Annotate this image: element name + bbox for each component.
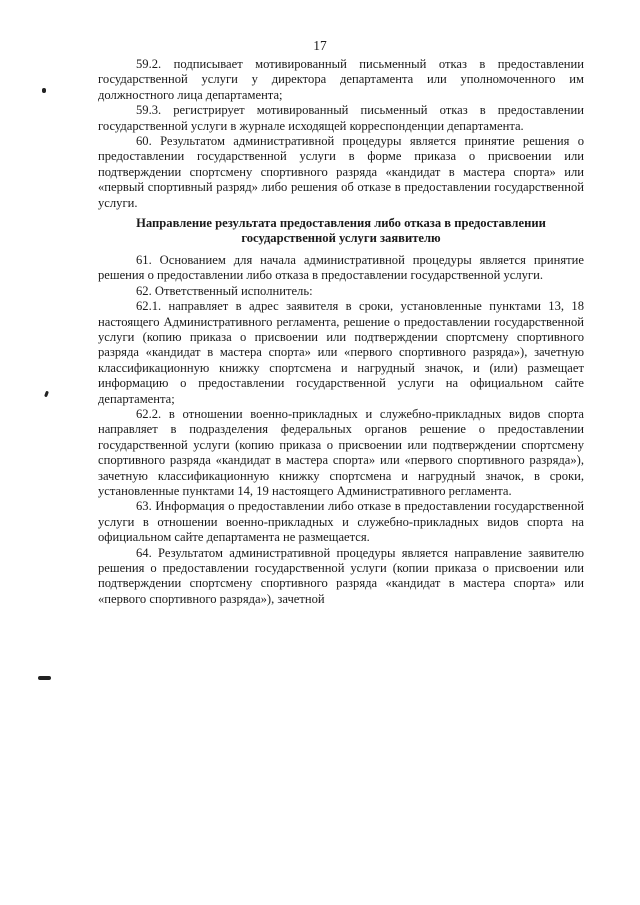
- paragraph-62-2: 62.2. в отношении военно-прикладных и служебно-прикладных видов спорта направляет в подразделения федеральных органов решение о предоставлении государственной услуги (копию приказа о присвоении или подтверждении спортсмену спортивного разряда «кандидат в мастера спорта» или «первого спортивного разряда»), зачетную классификационную книжку спортсмена и нагрудный значок, в сроки, установленные пунктами 14, 19 настоящего Административного регламента.: [98, 406, 584, 498]
- section-heading: Направление результата предоставления либо отказа в предоставлении государственной услуги заявителю: [136, 216, 546, 246]
- paragraph-64: 64. Результатом административной процедуры является направление заявителю решения о предоставлении государственной услуги (копии приказа о присвоении или подтверждении спортсмену спортивного разряда «кандидат в мастера спорта» или «первого спортивного разряда»), зачетной: [98, 545, 584, 606]
- paragraph-59-2: 59.2. подписывает мотивированный письменный отказ в предоставлении государственной услуги у директора департамента или уполномоченного им должностного лица департамента;: [98, 57, 584, 102]
- page-number: 17: [313, 38, 327, 53]
- scan-mark: [44, 391, 49, 398]
- document-body: [98, 57, 584, 607]
- paragraph-62: 62. Ответственный исполнитель:: [136, 283, 313, 298]
- scan-mark: [38, 676, 51, 680]
- paragraph-62-1: 62.1. направляет в адрес заявителя в сроки, установленные пунктами 13, 18 настоящего Административного регламента, решение о предоставлении государственной услуги (копию приказа о присвоении или подтверждении спортсмену спортивного разряда «кандидат в мастера спорта» или «первого спортивного разряда»), зачетную классификационную книжку спортсмена и нагрудный значок, и (или) размещает информацию о предоставлении государственной услуги на официальном сайте департамента;: [98, 299, 584, 406]
- paragraph-61: 61. Основанием для начала административной процедуры является принятие решения о предоставлении либо отказа в предоставлении государственной услуги.: [98, 252, 584, 283]
- paragraph-63: 63. Информация о предоставлении либо отказе в предоставлении государственной услуги в отношении военно-прикладных и служебно-прикладных видов спорта на официальном сайте департамента не размещается.: [98, 499, 584, 545]
- paragraph-59-3: 59.3. регистрирует мотивированный письменный отказ в предоставлении государственной услуги в журнале исходящей корреспонденции департамента.: [98, 103, 584, 133]
- scan-mark: [42, 88, 46, 93]
- paragraph-60: 60. Результатом административной процедуры является принятие решения о предоставлении государственной услуги в форме приказа о присвоении или подтверждении спортсмену спортивного разряда «кандидат в мастера спорта» или «первый спортивный разряд» либо решения об отказе в предоставлении государственной услуги.: [98, 134, 584, 210]
